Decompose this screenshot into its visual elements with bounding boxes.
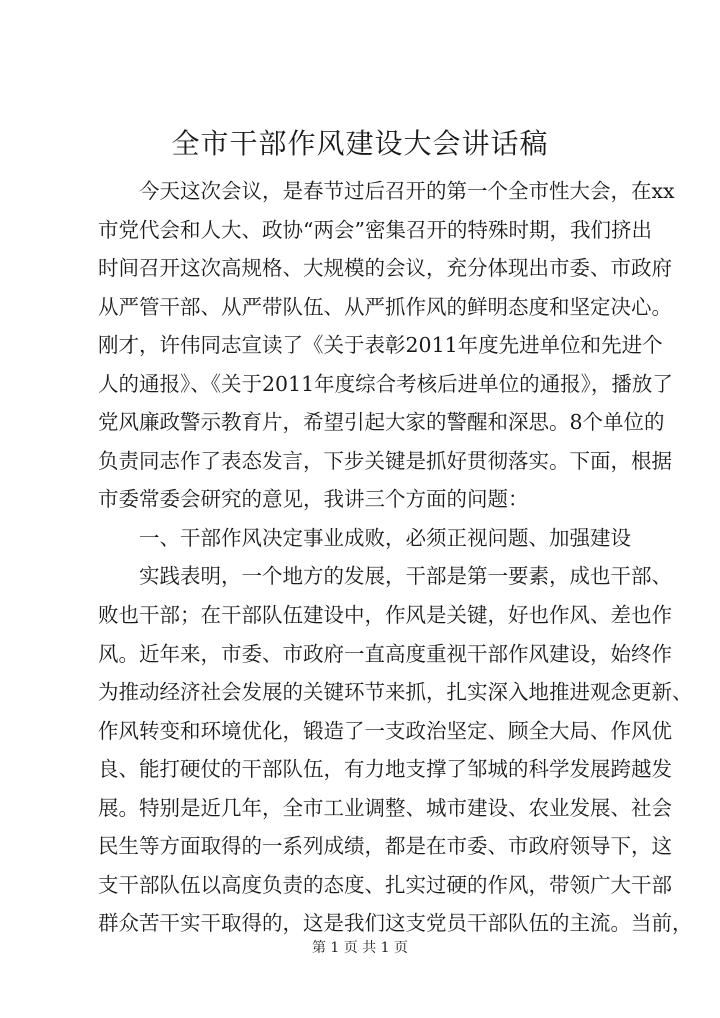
text-line: 刚才，许伟同志宣读了《关于表彰2011年度先进单位和先进个 — [98, 333, 663, 358]
text-line: 今天这次会议，是春节过后召开的第一个全市性大会，在xx — [139, 179, 675, 203]
document-title: 全市干部作风建设大会讲话稿 — [171, 127, 549, 160]
text-line: 为推动经济社会发展的关键环节来抓，扎实深入地推进观念更新、 — [98, 680, 693, 705]
text-line: 实践表明，一个地方的发展，干部是第一要素，成也干部、 — [139, 564, 672, 589]
text-line: 展。特别是近几年，全市工业调整、城市建设、农业发展、社会 — [98, 795, 672, 820]
document-body — [98, 172, 693, 943]
text-line: 支干部队伍以高度负责的态度、扎实过硬的作风，带领广大干部 — [98, 872, 672, 897]
text-line: 时间召开这次高规格、大规模的会议，充分体现出市委、市政府 — [98, 256, 672, 281]
text-line: 从严管干部、从严带队伍、从严抓作风的鲜明态度和坚定决心。 — [98, 294, 672, 319]
page-footer: 第 1 页 共 1 页 — [311, 940, 409, 956]
text-line: 良、能打硬仗的干部队伍，有力地支撑了邹城的科学发展跨越发 — [98, 757, 672, 782]
text-line: 一、干部作风决定事业成败，必须正视问题、加强建设 — [139, 525, 631, 550]
text-line: 负责同志作了表态发言，下步关键是抓好贯彻落实。下面，根据 — [98, 448, 672, 473]
text-line: 作风转变和环境优化，锻造了一支政治坚定、顾全大局、作风优 — [98, 718, 672, 743]
text-line: 市党代会和人大、政协“两会”密集召开的特殊时期，我们挤出 — [98, 217, 652, 242]
text-line: 民生等方面取得的一系列成绩，都是在市委、市政府领导下，这 — [98, 834, 672, 859]
text-line: 党风廉政警示教育片，希望引起大家的警醒和深思。8个单位的 — [98, 410, 665, 435]
text-line: 人的通报》、《关于2011年度综合考核后进单位的通报》，播放了 — [98, 371, 673, 396]
text-line: 败也干部；在干部队伍建设中，作风是关键，好也作风、差也作 — [98, 603, 672, 628]
text-line: 群众苦干实干取得的，这是我们这支党员干部队伍的主流。当前， — [98, 911, 693, 936]
text-line: 市委常委会研究的意见，我讲三个方面的问题： — [98, 487, 529, 512]
text-line: 风。近年来，市委、市政府一直高度重视干部作风建设，始终作 — [98, 641, 672, 666]
